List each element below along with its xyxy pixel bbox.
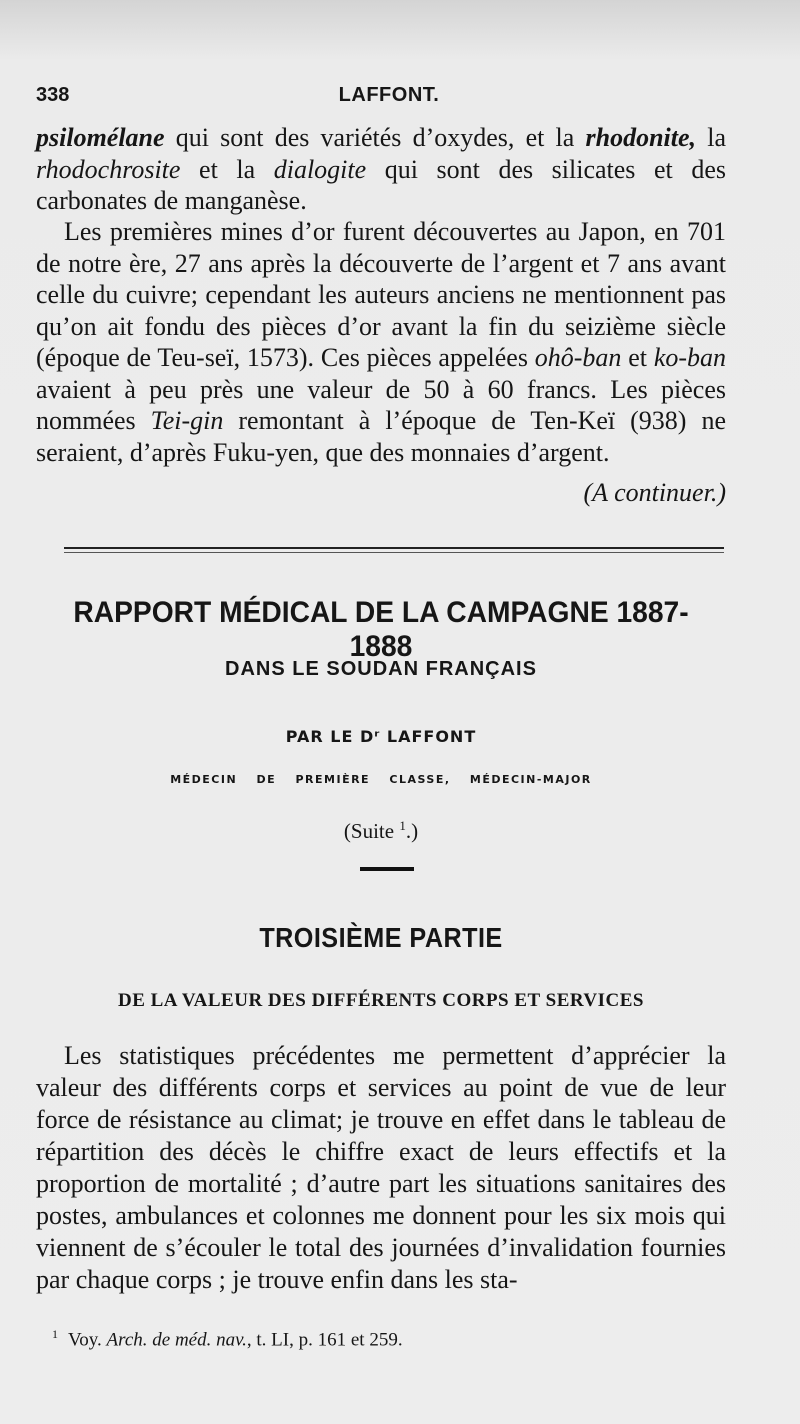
article-subtitle: DANS LE SOUDAN FRANÇAIS bbox=[225, 658, 537, 680]
previous-article-paragraph-2: Les premières mines d’or furent découvertes au Japon, en 701 de notre ère, 27 ans après la découverte de l’argent et 7 ans avant celle du cuivre; cependant les auteurs anciens ne mentionnent pas qu’on ait fondu des pièces d’or avant la fin du seizième siècle (époque de Teu-seï, 1573). Ces pièces appelées ohô-ban et ko-ban avaient à peu près une valeur de 50 à 60 francs. Les pièces nommées Tei-gin remontant à l’époque de Ten-Keï (938) ne seraient, d’après Fuku-yen, que des monnaies d’argent. bbox=[36, 217, 727, 467]
page-header bbox=[36, 84, 742, 114]
article-title: RAPPORT MÉDICAL DE LA CAMPAGNE 1887-1888 bbox=[73, 596, 689, 663]
author-rank: MÉDECIN DE PREMIÈRE CLASSE, MÉDECIN-MAJOR bbox=[170, 773, 592, 786]
part-title: TROISIÈME PARTIE bbox=[259, 922, 503, 953]
author-line: PAR LE Dʳ LAFFONT bbox=[285, 727, 477, 746]
continuation-marker: (Suite $^1$.) bbox=[343, 818, 419, 843]
short-rule-divider bbox=[360, 867, 414, 871]
footnote-marker: 1 bbox=[52, 1327, 58, 1341]
footnote: $^1$ Voy. Arch. de méd. nav., t. LI, p. 161 et 259. bbox=[52, 1327, 403, 1351]
running-head: LAFFONT. bbox=[338, 84, 440, 106]
section-divider-thin bbox=[64, 552, 724, 553]
page-number: 338 bbox=[36, 84, 70, 106]
footnote-reference: 1 bbox=[399, 818, 406, 833]
to-be-continued-note: (A continuer.) bbox=[583, 478, 726, 507]
previous-article-paragraph-1: psilomélane qui sont des variétés d’oxydes, et la rhodonite, la rhodochrosite et la dialogite qui sont des silicates et des carbonates de manganèse. bbox=[36, 123, 727, 215]
section-divider bbox=[64, 547, 724, 549]
body-paragraph: Les statistiques précédentes me permettent d’apprécier la valeur des différents corps et services au point de vue de leur force de résistance au climat; je trouve en effet dans le tableau de répartition des décès le chiffre exact de leurs effectifs et la proportion de mortalité ; d’autre part les situations sanitaires des postes, ambulances et colonnes me donnent pour les six mois qui viennent de s’écouler le total des journées d’invalidation fournies par chaque corps ; je trouve enfin dans les sta- bbox=[36, 1041, 726, 1294]
part-subtitle: DE LA VALEUR DES DIFFÉRENTS CORPS ET SERVICES bbox=[117, 990, 644, 1011]
